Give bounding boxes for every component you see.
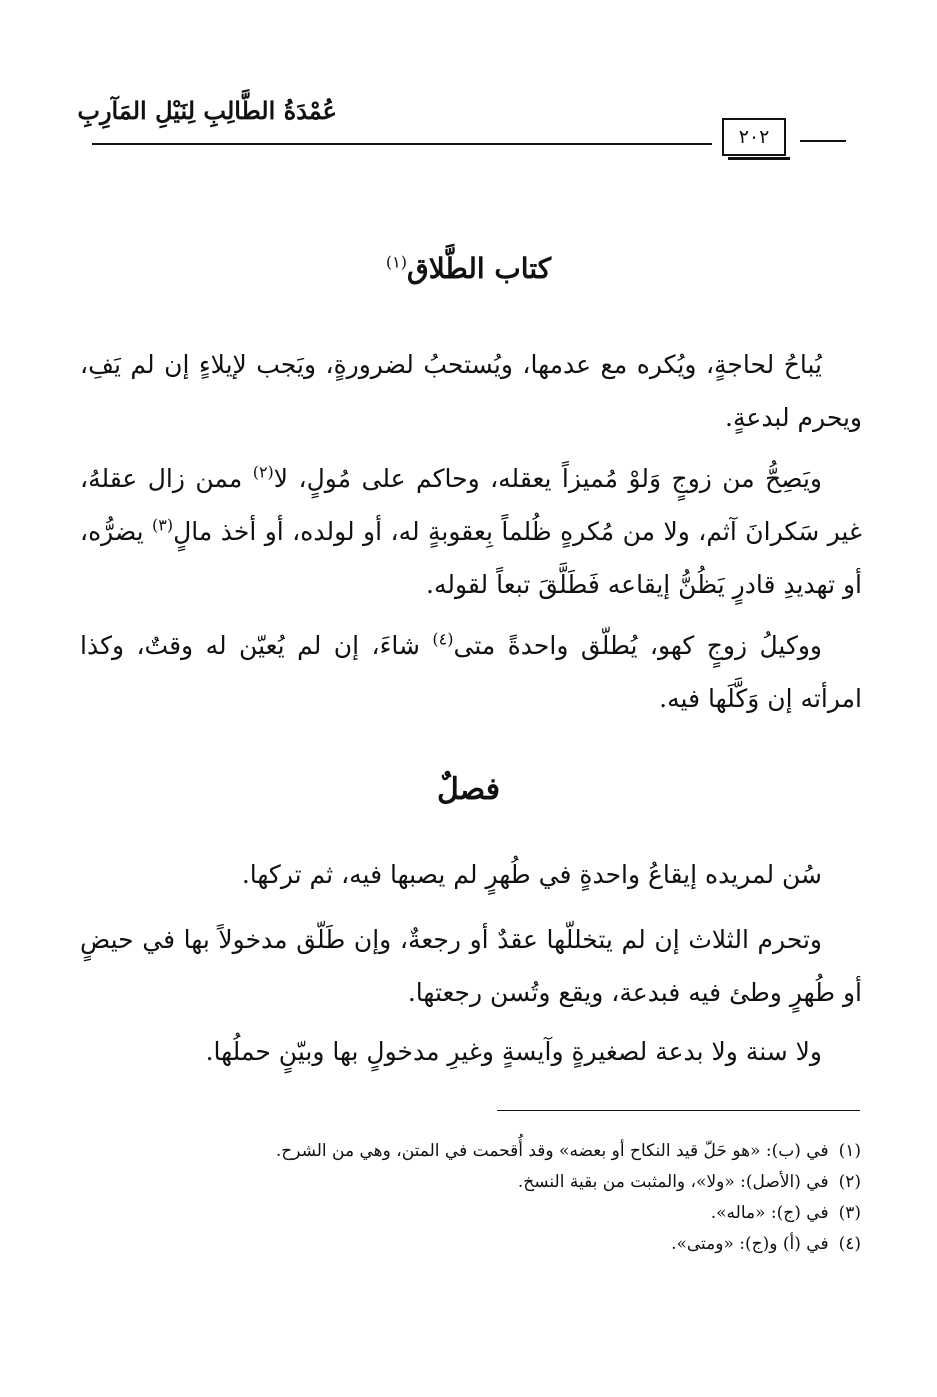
body-paragraph (80, 338, 862, 444)
footnote (161, 1229, 861, 1260)
page-number: ٢٠٢ (722, 118, 786, 156)
footnote-text: في (أ) و(ج): «ومتى». (671, 1234, 829, 1254)
footnote-text: في (ج): «ماله». (710, 1203, 829, 1223)
footnote-number: (٣) (838, 1203, 861, 1223)
footnote-ref: (١) (385, 252, 407, 272)
footnote (161, 1136, 861, 1167)
paragraph-segment: يضرُّه، أو تهديدِ قادرٍ يَظُنُّ إيقاعه فَطَلَّقَ تبعاً لقوله. (80, 517, 862, 599)
paragraph-segment: ممن زال عقلهُ، غير سَكرانَ آثم، ولا من مُكرهٍ ظُلماً بِعقوبةٍ له، أو لولده، أو أخذ مالٍ (80, 464, 862, 546)
section-paragraph (80, 848, 862, 901)
running-header-title: عُمْدَةُ الطَّالِبِ لِنَيْلِ المَآرِبِ (77, 96, 337, 125)
footnote-number: (١) (838, 1141, 861, 1161)
paragraph-text: ولا سنة ولا بدعة لصغيرةٍ وآيسةٍ وغيرِ مدخولٍ بها وبيّنٍ حملُها. (205, 1037, 822, 1066)
footnote (161, 1198, 861, 1229)
footnote-ref: (٣) (152, 515, 174, 535)
footnote-separator (497, 1110, 860, 1111)
paragraph-text: وتحرم الثلاث إن لم يتخللّها عقدٌ أو رجعةٌ، وإن طَلّق مدخولاً بها في حيضٍ أو طُهرٍ وطئ فيه فبدعة، ويقع وتُسن رجعتها. (80, 925, 862, 1007)
section-paragraph (80, 913, 862, 1019)
footnote-number: (٤) (838, 1234, 861, 1254)
footnote-ref: (٢) (252, 462, 274, 482)
section-paragraph (80, 1025, 862, 1078)
chapter-heading (0, 252, 937, 285)
paragraph-text: سُن لمريده إيقاعُ واحدةٍ في طُهرٍ لم يصبها فيه، ثم تركها. (241, 860, 822, 889)
footnote (161, 1167, 861, 1198)
section-heading: فصلٌ (436, 772, 501, 807)
footnote-number: (٢) (838, 1172, 861, 1192)
footnote-text: في (ب): «هو حَلّ قيد النكاح أو بعضه» وقد أُقحمت في المتن، وهي من الشرح. (275, 1141, 829, 1161)
header-rule-short (800, 140, 846, 142)
chapter-title: كتاب الطَّلاق (406, 252, 552, 285)
header-rule (92, 143, 712, 145)
footnote-text: في (الأصل): «ولا»، والمثبت من بقية النسخ. (517, 1172, 829, 1192)
paragraph-segment: ويَصِحُّ من زوجٍ وَلوْ مُميزاً يعقله، وحاكم على مُولٍ، لا (273, 464, 822, 493)
body-paragraph (80, 452, 862, 611)
footnote-ref: (٤) (432, 629, 454, 649)
paragraph-text (80, 619, 862, 725)
paragraph-text: يُباحُ لحاجةٍ، ويُكره مع عدمها، ويُستحبُ لضرورةٍ، ويَجب لإيلاءٍ إن لم يَفِ، ويحرم لبدعةٍ. (80, 350, 862, 432)
paragraph-segment: ووكيلُ زوجٍ كهو، يُطلّق واحدةً متى (453, 631, 822, 660)
paragraph-segment: شاءَ، إن لم يُعيّن له وقتٌ، وكذا امرأته إن وَكَّلَها فيه. (80, 631, 862, 713)
footnotes (161, 1136, 861, 1260)
paragraph-text (80, 452, 862, 611)
body-paragraph (80, 619, 862, 725)
